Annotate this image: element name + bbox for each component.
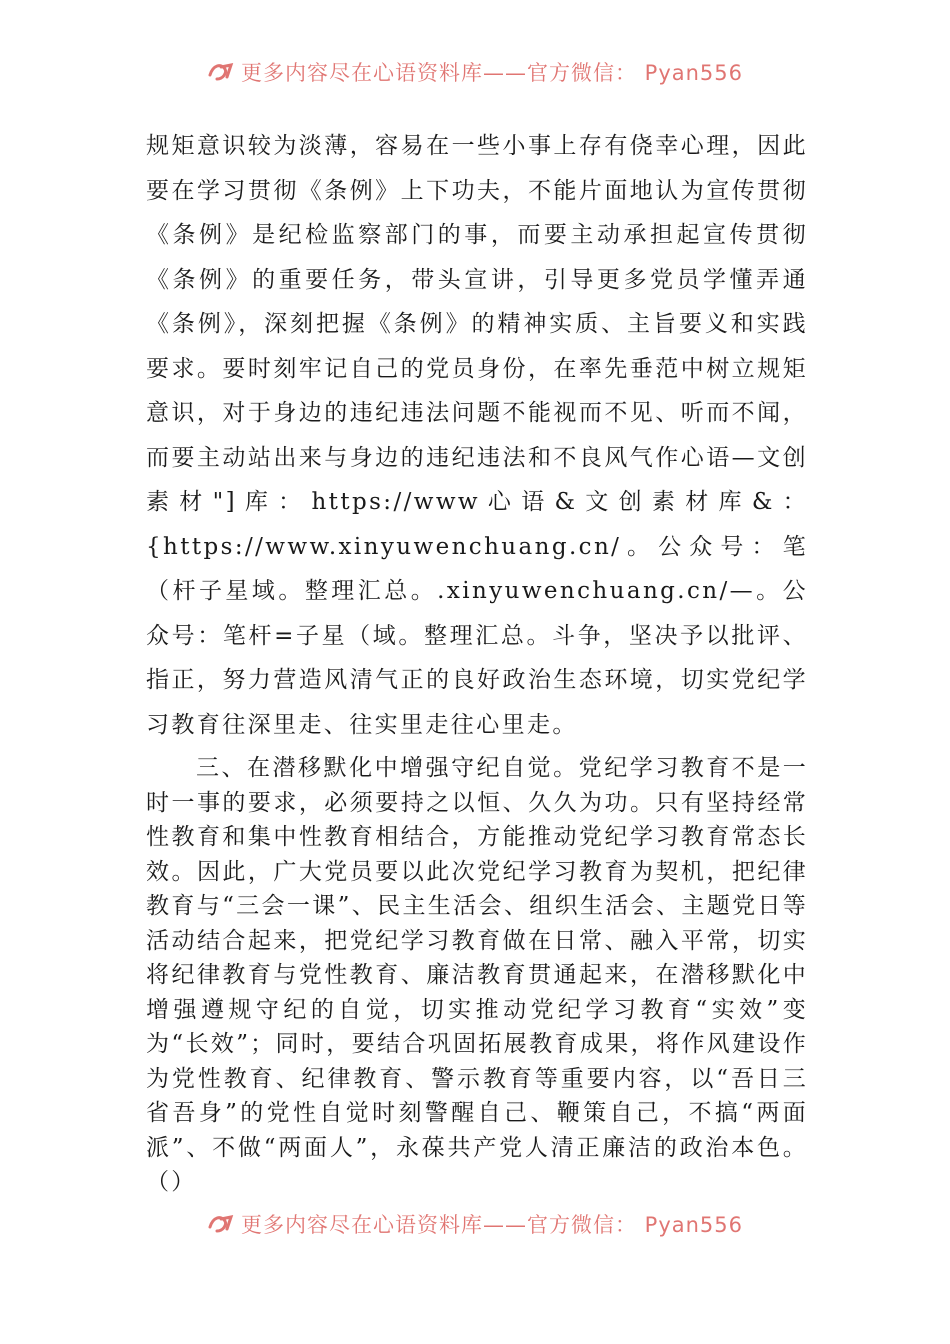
paragraph-1: 规矩意识较为淡薄，容易在一些小事上存有侥幸心理，因此要在学习贯彻《条例》上下功夫，不能片面地认为宣传贯彻《条例》是纪检监察部门的事，而要主动承担起宣传贯彻《条例》的重要任务，带头宣讲，引导更多党员学懂弄通《条例》，深刻把握《条例》的精神实质、主旨要义和实践要求。要时刻牢记自己的党员身份，在率先垂范中树立规矩意识，对于身边的违纪违法问题不能视而不见、听而不闻，而要主动站出来与身边的违纪违法和不良风气作心语—文创素材"]库：https://www心语&文创素材库&：{https://www.xinyuwenchuang.cn/。公众号：笔（杆子星域。整理汇总。.xinyuwenchuang.cn/—。公众号：笔杆=子星（域。整理汇总。斗争，坚决予以批评、指正，努力营造风清气正的良好政治生态环境，切实党纪学习教育往深里走、往实里走往心里走。 xyxy=(146,133,808,738)
header-banner-text: 更多内容尽在心语资料库——官方微信： Pyan556 xyxy=(240,61,744,85)
paragraph-2: 三、在潜移默化中增强守纪自觉。党纪学习教育不是一时一事的要求，必须要持之以恒、久久为功。只有坚持经常性教育和集中性教育相结合，方能推动党纪学习教育常态长效。因此，广大党员要以此次党纪学习教育为契机，把纪律教育与“三会一课”、民主生活会、组织生活会、主题党日等活动结合起来，把党纪学习教育做在日常、融入平常，切实将纪律教育与党性教育、廉洁教育贯通起来，在潜移默化中增强遵规守纪的自觉，切实推动党纪学习教育“实效”变为“长效”；同时，要结合巩固拓展教育成果，将作风建设作为党性教育、纪律教育、警示教育等重要内容，以“吾日三省吾身”的党性自觉时刻警醒自己、鞭策自己，不搞“两面派”、不做“两面人”，永葆共产党人清正廉洁的政治本色。 （） xyxy=(146,755,808,1195)
brand-logo-icon xyxy=(207,61,235,83)
footer-watermark-banner xyxy=(0,1210,950,1238)
document-body xyxy=(146,124,808,1200)
paragraph-2-block xyxy=(146,751,808,1200)
brand-logo-icon xyxy=(207,1213,235,1235)
header-watermark-banner xyxy=(0,58,950,86)
footer-banner-text: 更多内容尽在心语资料库——官方微信： Pyan556 xyxy=(240,1213,744,1237)
paragraph-1-block xyxy=(146,124,808,747)
